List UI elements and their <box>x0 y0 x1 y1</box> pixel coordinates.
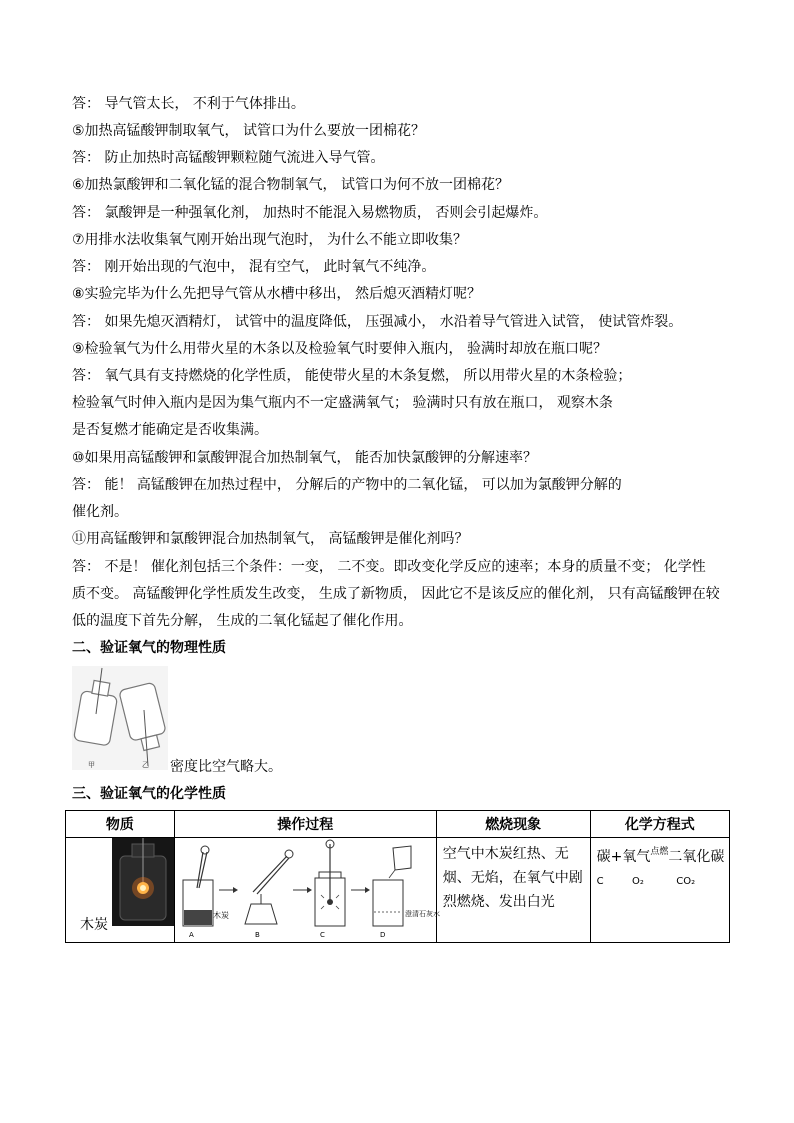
section-heading-physical: 二、验证氧气的物理性质 <box>72 640 226 656</box>
header-substance: 物质 <box>66 811 175 838</box>
section-heading-chemical: 三、验证氧气的化学性质 <box>72 786 226 802</box>
text-line: ⑦用排水法收集氧气刚开始出现气泡时， 为什么不能立即收集？ <box>72 232 467 248</box>
text-line: ⑥加热氯酸钾和二氧化锰的混合物制氧气， 试管口为何不放一团棉花？ <box>72 177 509 193</box>
density-caption: 密度比空气略大。 <box>170 759 282 775</box>
step-label-a: A <box>188 931 194 939</box>
text-line: 答： 氯酸钾是一种强氧化剂， 加热时不能混入易燃物质， 否则会引起爆炸。 <box>72 205 548 221</box>
text-line: ⑤加热高锰酸钾制取氧气， 试管口为什么要放一团棉花？ <box>72 123 425 139</box>
jar-label-a: 甲 <box>88 761 95 769</box>
equation-cell <box>590 838 729 943</box>
text-line: 低的温度下首先分解， 生成的二氧化锰起了催化作用。 <box>72 613 413 629</box>
text-line: ⑩如果用高锰酸钾和氯酸钾混合加热制氧气， 能否加快氯酸钾的分解速率？ <box>72 450 537 466</box>
equation-product: 二氧化碳 <box>668 849 725 865</box>
text-line: 是否复燃才能确定是否收集满。 <box>72 422 268 438</box>
header-phenomenon: 燃烧现象 <box>436 811 590 838</box>
chemical-properties-table <box>65 810 730 943</box>
text-line: 质不变。 高锰酸钾化学性质发生改变， 生成了新物质， 因此它不是该反应的催化剂， 只有高锰酸钾在较 <box>72 586 720 602</box>
operation-cell <box>174 838 440 943</box>
step-label-d: D <box>379 931 386 939</box>
table-header-row <box>66 811 730 838</box>
burning-charcoal-photo <box>112 838 174 926</box>
header-equation: 化学方程式 <box>590 811 729 838</box>
phenomenon-cell: 空气中木炭红热、无烟、无焰，在氧气中剧烈燃烧、发出白光 <box>436 838 590 943</box>
header-operation: 操作过程 <box>174 811 436 838</box>
text-line: 答： 防止加热时高锰酸钾颗粒随气流进入导气管。 <box>72 150 385 166</box>
charcoal-label: 木炭 <box>212 911 229 920</box>
step-label-c: C <box>319 931 325 939</box>
formula-o2: O₂ <box>631 876 644 887</box>
text-line: 答： 如果先熄灭酒精灯， 试管中的温度降低， 压强减小， 水沿着导气管进入试管， 使试管炸裂。 <box>72 314 683 330</box>
text-line: 答： 不是！ 催化剂包括三个条件：一变， 二不变。即改变化学反应的速率；本身的质量不变； 化学性 <box>72 559 706 575</box>
text-line: ⑨检验氧气为什么用带火星的木条以及检验氧气时要伸入瓶内， 验满时却放在瓶口呢？ <box>72 341 607 357</box>
text-line: 答： 氧气具有支持燃烧的化学性质， 能使带火星的木条复燃， 所以用带火星的木条检验； <box>72 368 632 384</box>
formula-row <box>597 876 696 887</box>
gas-jar-figure <box>72 666 168 770</box>
word-equation <box>597 846 725 866</box>
text-line: 答： 刚开始出现的气泡中， 混有空气， 此时氧气不纯净。 <box>72 259 436 275</box>
step-label-b: B <box>254 931 260 939</box>
operation-diagram <box>175 838 440 942</box>
formula-co2: CO₂ <box>676 876 696 887</box>
substance-name: 木炭 <box>80 917 108 933</box>
limewater-label: 澄清石灰水 <box>404 910 440 918</box>
equation-reactants: 碳+氧气 <box>596 849 651 865</box>
formula-c: C <box>596 876 604 887</box>
text-line: 催化剂。 <box>72 504 128 520</box>
substance-cell <box>66 838 175 943</box>
text-line: 答： 能！ 高锰酸钾在加热过程中， 分解后的产物中的二氧化锰， 可以加为氯酸钾分解的 <box>72 477 622 493</box>
text-line: 检验氧气时伸入瓶内是因为集气瓶内不一定盛满氧气； 验满时只有放在瓶口， 观察木条 <box>72 395 613 411</box>
text-line: 答： 导气管太长， 不利于气体排出。 <box>72 96 305 112</box>
equation-condition: 点燃 <box>650 847 669 857</box>
table-row <box>66 838 730 943</box>
text-line: ⑪用高锰酸钾和氯酸钾混合加热制氧气， 高锰酸钾是催化剂吗？ <box>72 531 469 547</box>
jar-label-b: 乙 <box>142 761 149 769</box>
text-line: ⑧实验完毕为什么先把导气管从水槽中移出， 然后熄灭酒精灯呢？ <box>72 286 481 302</box>
